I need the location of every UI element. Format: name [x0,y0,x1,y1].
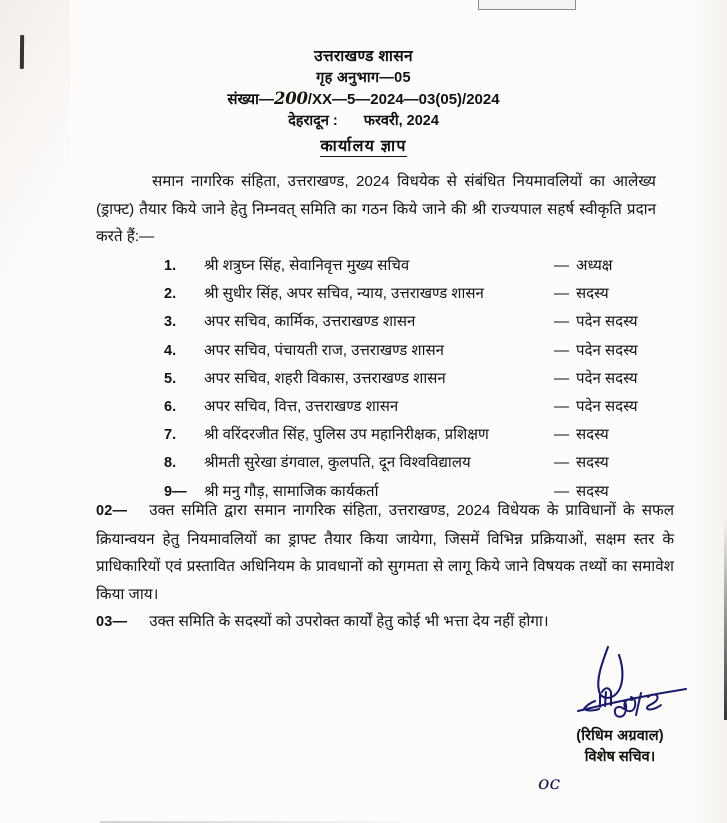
member-row [164,311,674,339]
member-number: 6. [164,398,177,415]
memo-number-suffix: /XX—5—2024—03(05)/2024 [307,91,500,108]
member-row [164,368,674,396]
member-role-label: पदेन सदस्य [576,313,638,331]
member-role-label: पदेन सदस्य [576,341,638,359]
member-role [554,283,674,303]
member-role-label: सदस्य [576,285,609,303]
member-role [554,368,674,388]
member-name: अपर सचिव, कार्मिक, उत्तराखण्ड शासन [204,313,416,331]
member-role [554,452,674,472]
signatory-name: (रिधिम अग्रवाल) [576,728,664,744]
member-role [554,396,674,416]
role-dash: — [554,369,569,387]
memo-number-prefix: संख्या— [227,91,274,108]
member-number: 9— [164,483,187,500]
department-name: गृह अनुभाग—05 [316,69,411,86]
member-number: 3. [164,314,177,331]
member-role [554,255,674,275]
member-number: 7. [164,427,177,444]
member-role-label: सदस्य [576,426,609,444]
member-number: 4. [164,342,177,359]
signatory-initial: ᴏᴄ [538,772,561,794]
member-role-label: सदस्य [576,454,609,472]
committee-member-list [164,255,674,509]
member-number: 5. [164,370,177,387]
memo-title-text: कार्यालय ज्ञाप [320,138,407,155]
member-role-label: सदस्य [576,482,609,500]
member-name: श्री वरिंदरजीत सिंह, पुलिस उप महानिरीक्षक, प्रशिक्षण [204,426,489,444]
member-role-label: पदेन सदस्य [576,397,638,415]
role-dash: — [554,285,569,303]
issue-place: देहरादून : [288,113,338,129]
member-role [554,424,674,444]
role-dash: — [554,482,569,500]
member-row [164,255,674,283]
intro-paragraph: समान नागरिक संहिता, उत्तराखण्ड, 2024 विधयेक से संबंधित नियमावलियों का आलेख्य (ड्राफ्ट) तैयार किये जाने हेतु निम्नवत् समिति का गठन किये जाने की श्री राज्यपाल सहर्ष स्वीकृति प्रदान करते हैं:— [96,173,656,245]
member-name: अपर सचिव, शहरी विकास, उत्तराखण्ड शासन [204,369,446,387]
member-name: श्री शत्रुघ्न सिंह, सेवानिवृत्त मुख्य सचिव [204,257,410,274]
member-role-label: पदेन सदस्य [576,369,638,387]
place-date-line [0,110,727,132]
member-row [164,283,674,311]
clause-02-text: उक्त समिति द्वारा समान नागरिक संहिता, उत्तराखण्ड, 2024 विधेयक के प्राविधानों के सफल क्रियान्वयन हेतु नियमावलियों का ड्राफ्ट तैयार किया जायेगा, जिसमें विभिन्न प्रक्रियाओं, सक्षम स्तर के प्राधिकारियों एवं प्रस्तावित अधिनियम के प्रावधानों को सुगमता से लागू किये जाने विषयक तथ्यों का समावेश किया जाय। [96,502,674,603]
memo-number-handwritten: 200 [273,89,308,108]
signature-block [520,645,720,794]
letterhead [0,47,727,132]
signatory-designation: विशेष सचिव। [584,749,656,765]
memo-number-line [0,88,727,110]
member-number: 1. [164,258,177,274]
role-dash: — [554,454,569,472]
clause-03-number: 03— [96,614,128,630]
memo-title [0,134,727,156]
clause-02 [96,497,674,608]
handwritten-signature-icon [520,645,720,723]
member-row [164,424,674,452]
clause-03 [96,608,674,637]
member-name: श्री मनु गौड़, सामाजिक कार्यकर्ता [204,482,379,500]
organization-name: उत्तराखण्ड शासन [314,48,413,65]
issue-date: फरवरी, 2024 [363,113,439,129]
role-dash: — [554,341,569,359]
role-dash: — [554,426,569,444]
member-row [164,452,674,480]
member-name: अपर सचिव, पंचायती राज, उत्तराखण्ड शासन [204,341,444,359]
top-cropped-chip[interactable] [478,0,576,10]
member-row [164,340,674,368]
role-dash: — [554,397,569,415]
member-number: 2. [164,286,177,303]
member-role-label: अध्यक्ष [576,257,613,274]
member-row [164,396,674,424]
member-name: श्री सुधीर सिंह, अपर सचिव, न्याय, उत्तराखण्ड शासन [204,285,484,303]
member-name: अपर सचिव, वित्त, उत्तराखण्ड शासन [204,397,399,415]
member-name: श्रीमती सुरेखा डंगवाल, कुलपति, दून विश्वविद्यालय [204,454,471,472]
member-number: 8. [164,455,177,472]
clause-02-number: 02— [96,503,128,519]
member-role [554,311,674,331]
member-role [554,340,674,360]
role-dash: — [554,257,569,274]
role-dash: — [554,313,569,331]
clause-03-text: उक्त समिति के सदस्यों को उपरोक्त कार्यों हेतु कोई भी भत्ता देय नहीं होगा। [149,613,549,630]
